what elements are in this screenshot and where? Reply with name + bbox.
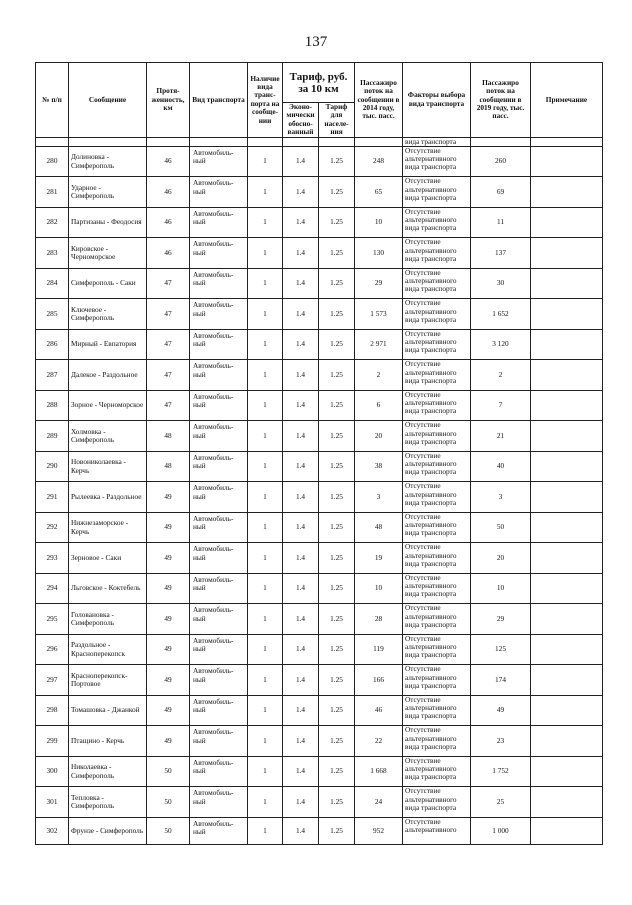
header-length: Протя-женность, км	[147, 63, 190, 138]
table-row	[36, 604, 603, 635]
cell-flow-2014: 130	[355, 238, 403, 269]
header-tariff: Тариф, руб. за 10 км	[283, 63, 355, 103]
cell-transport: Автомобиль-ный	[190, 177, 248, 208]
cell-tariff-econ: 1.4	[283, 451, 319, 482]
cell-length: 46	[147, 177, 190, 208]
cell-note	[531, 604, 603, 635]
cell-transport: Автомобиль-ный	[190, 360, 248, 391]
cell-availability: 1	[248, 573, 283, 604]
cell-route: Новониколаевка - Керчь	[69, 451, 147, 482]
cell-tariff-econ: 1.4	[283, 360, 319, 391]
cell-route: Рылеевка - Раздольное	[69, 482, 147, 513]
cell-flow-2019: 40	[471, 451, 531, 482]
cell-tariff-pop: 1.25	[319, 543, 355, 574]
table-row	[36, 421, 603, 452]
cell-tariff-pop: 1.25	[319, 360, 355, 391]
cell-num: 290	[36, 451, 69, 482]
cell-flow-2019: 125	[471, 634, 531, 665]
cell-availability: 1	[248, 146, 283, 177]
cell-flow-2014: 1 573	[355, 299, 403, 330]
cell-tariff-pop: 1.25	[319, 329, 355, 360]
cell-route: Зорное - Черноморское	[69, 390, 147, 421]
table-row	[36, 573, 603, 604]
cell-flow-2014: 19	[355, 543, 403, 574]
cell-flow-2019: 260	[471, 146, 531, 177]
table-header	[36, 63, 603, 138]
cell-factor: Отсутствие альтернативного вида транспорта	[403, 146, 471, 177]
cell-availability: 1	[248, 451, 283, 482]
cell-transport: Автомобиль-ный	[190, 512, 248, 543]
cell-factor: Отсутствие альтернативного вида транспорта	[403, 665, 471, 696]
cell-factor: Отсутствие альтернативного вида транспорта	[403, 787, 471, 818]
cell-route: Далекое - Раздольное	[69, 360, 147, 391]
cell-availability: 1	[248, 390, 283, 421]
table-row	[36, 695, 603, 726]
cell-length: 50	[147, 787, 190, 818]
cell-note	[531, 390, 603, 421]
cell-note	[531, 695, 603, 726]
cell-tariff-pop: 1.25	[319, 695, 355, 726]
cell-tariff-econ: 1.4	[283, 421, 319, 452]
cell-flow-2014: 119	[355, 634, 403, 665]
cell-flow-2014: 6	[355, 390, 403, 421]
cell-flow-2014: 2 971	[355, 329, 403, 360]
cell-factor: Отсутствие альтернативного вида транспорта	[403, 329, 471, 360]
cell-tariff-econ: 1.4	[283, 787, 319, 818]
cell-flow-2019: 2	[471, 360, 531, 391]
cell-availability: 1	[248, 360, 283, 391]
cell-factor: Отсутствие альтернативного вида транспорта	[403, 238, 471, 269]
cell-route: Томашовка - Джанкой	[69, 695, 147, 726]
cell-flow-2019: 30	[471, 268, 531, 299]
header-flow-2019: Пассажиро поток на сообщении в 2019 году, тыс. пасс.	[471, 63, 531, 138]
cell-flow-2019: 174	[471, 665, 531, 696]
cell-flow-2019: 69	[471, 177, 531, 208]
cell-transport: Автомобиль-ный	[190, 329, 248, 360]
routes-table	[35, 62, 603, 845]
cell-transport: Автомобиль-ный	[190, 573, 248, 604]
cell-flow-2019: 25	[471, 787, 531, 818]
cell-factor: Отсутствие альтернативного вида транспорта	[403, 756, 471, 787]
cell-tariff-econ: 1.4	[283, 543, 319, 574]
cell-factor: Отсутствие альтернативного вида транспорта	[403, 177, 471, 208]
cell-transport: Автомобиль-ный	[190, 451, 248, 482]
cell-tariff-pop: 1.25	[319, 451, 355, 482]
cell-length: 48	[147, 451, 190, 482]
cell-flow-2019: 137	[471, 238, 531, 269]
cell-availability: 1	[248, 207, 283, 238]
table-row	[36, 146, 603, 177]
cell-factor: Отсутствие альтернативного вида транспорта	[403, 207, 471, 238]
cell-length: 50	[147, 817, 190, 844]
cell-length: 48	[147, 421, 190, 452]
cell-length: 49	[147, 695, 190, 726]
cell-tariff-pop: 1.25	[319, 634, 355, 665]
cell-note	[531, 543, 603, 574]
header-num: № п/п	[36, 63, 69, 138]
cell-num: 281	[36, 177, 69, 208]
cell-note	[531, 268, 603, 299]
cell-factor: Отсутствие альтернативного вида транспорта	[403, 482, 471, 513]
cell-note	[531, 756, 603, 787]
table-row	[36, 756, 603, 787]
table-row	[36, 390, 603, 421]
cell-transport: Автомобиль-ный	[190, 146, 248, 177]
header-tariff-econ: Эконо-мически обосно-ванный	[283, 103, 319, 138]
cell-availability: 1	[248, 238, 283, 269]
table-row	[36, 817, 603, 844]
table-row-continued	[36, 137, 603, 146]
cell-route: Николаевка - Симферополь	[69, 756, 147, 787]
cell-flow-2019: 3 120	[471, 329, 531, 360]
cell-flow-2014: 24	[355, 787, 403, 818]
cell-route: Ударное - Симферополь	[69, 177, 147, 208]
cell-tariff-pop: 1.25	[319, 726, 355, 757]
cell-factor: Отсутствие альтернативного вида транспорта	[403, 695, 471, 726]
cell-flow-2019: 20	[471, 543, 531, 574]
cell-tariff-econ: 1.4	[283, 299, 319, 330]
table-row	[36, 299, 603, 330]
cell-flow-2019: 29	[471, 604, 531, 635]
cell-availability: 1	[248, 482, 283, 513]
cell-factor: Отсутствие альтернативного	[403, 817, 471, 844]
cell-note	[531, 512, 603, 543]
cell-factor: Отсутствие альтернативного вида транспорта	[403, 268, 471, 299]
table-row	[36, 177, 603, 208]
cell-tariff-pop: 1.25	[319, 756, 355, 787]
header-availability: Наличие вида транс-порта на сообще-нии	[248, 63, 283, 138]
cell-route: Ключевое - Симферополь	[69, 299, 147, 330]
cell-note	[531, 726, 603, 757]
cell-availability: 1	[248, 665, 283, 696]
cell-transport: Автомобиль-ный	[190, 756, 248, 787]
cell-factor: Отсутствие альтернативного вида транспорта	[403, 421, 471, 452]
cell-route: Мирный - Евпатория	[69, 329, 147, 360]
cell-factor: Отсутствие альтернативного вида транспорта	[403, 604, 471, 635]
cell-availability: 1	[248, 543, 283, 574]
cell-length: 50	[147, 756, 190, 787]
table-row	[36, 726, 603, 757]
cell-transport: Автомобиль-ный	[190, 604, 248, 635]
cell-num: 284	[36, 268, 69, 299]
cell-note	[531, 207, 603, 238]
cell-transport: Автомобиль-ный	[190, 726, 248, 757]
cell-flow-2014: 65	[355, 177, 403, 208]
page-number: 137	[304, 34, 328, 50]
cell-factor: вида транспорта	[403, 137, 471, 146]
cell-factor: Отсутствие альтернативного вида транспорта	[403, 360, 471, 391]
cell-tariff-pop: 1.25	[319, 817, 355, 844]
cell-tariff-econ: 1.4	[283, 817, 319, 844]
cell-availability: 1	[248, 329, 283, 360]
cell-tariff-pop: 1.25	[319, 268, 355, 299]
header-transport: Вид транспорта	[190, 63, 248, 138]
cell-length: 49	[147, 573, 190, 604]
cell-flow-2019: 21	[471, 421, 531, 452]
cell-transport: Автомобиль-ный	[190, 207, 248, 238]
cell-tariff-econ: 1.4	[283, 238, 319, 269]
cell-factor: Отсутствие альтернативного вида транспорта	[403, 512, 471, 543]
cell-flow-2019: 49	[471, 695, 531, 726]
cell-tariff-pop: 1.25	[319, 299, 355, 330]
cell-flow-2014: 48	[355, 512, 403, 543]
cell-factor: Отсутствие альтернативного вида транспорта	[403, 634, 471, 665]
cell-flow-2014: 1 668	[355, 756, 403, 787]
table-row	[36, 482, 603, 513]
cell-tariff-econ: 1.4	[283, 207, 319, 238]
cell-num: 296	[36, 634, 69, 665]
table-row	[36, 634, 603, 665]
cell-transport: Автомобиль-ный	[190, 390, 248, 421]
cell-num: 287	[36, 360, 69, 391]
cell-route: Птащино - Керчь	[69, 726, 147, 757]
cell-flow-2014: 46	[355, 695, 403, 726]
cell-flow-2019: 11	[471, 207, 531, 238]
cell-num: 298	[36, 695, 69, 726]
header-note: Примечание	[531, 63, 603, 138]
cell-num: 289	[36, 421, 69, 452]
cell-note	[531, 360, 603, 391]
cell-availability: 1	[248, 512, 283, 543]
cell-availability: 1	[248, 634, 283, 665]
table-row	[36, 543, 603, 574]
cell-route: Симферополь - Саки	[69, 268, 147, 299]
cell-flow-2014: 952	[355, 817, 403, 844]
cell-availability: 1	[248, 604, 283, 635]
cell-tariff-pop: 1.25	[319, 207, 355, 238]
cell-flow-2019: 1 752	[471, 756, 531, 787]
cell-route: Холмовка - Симферополь	[69, 421, 147, 452]
cell-flow-2014: 248	[355, 146, 403, 177]
cell-route: Красноперекопск-Портовое	[69, 665, 147, 696]
table-row	[36, 207, 603, 238]
cell-flow-2019: 7	[471, 390, 531, 421]
cell-flow-2014: 38	[355, 451, 403, 482]
cell-note	[531, 665, 603, 696]
cell-tariff-pop: 1.25	[319, 573, 355, 604]
cell-tariff-econ: 1.4	[283, 146, 319, 177]
cell-route: Кировское - Черноморское	[69, 238, 147, 269]
cell-length: 49	[147, 482, 190, 513]
cell-note	[531, 817, 603, 844]
cell-length: 47	[147, 329, 190, 360]
cell-flow-2014: 3	[355, 482, 403, 513]
cell-length: 47	[147, 360, 190, 391]
cell-flow-2019: 23	[471, 726, 531, 757]
cell-tariff-econ: 1.4	[283, 390, 319, 421]
table-row	[36, 665, 603, 696]
cell-num: 280	[36, 146, 69, 177]
cell-availability: 1	[248, 756, 283, 787]
cell-tariff-econ: 1.4	[283, 512, 319, 543]
cell-tariff-econ: 1.4	[283, 604, 319, 635]
cell-route: Тепловка - Симферополь	[69, 787, 147, 818]
cell-route: Долиновка - Симферополь	[69, 146, 147, 177]
cell-flow-2014: 10	[355, 573, 403, 604]
cell-availability: 1	[248, 817, 283, 844]
cell-length: 49	[147, 543, 190, 574]
cell-note	[531, 787, 603, 818]
cell-flow-2019: 1 652	[471, 299, 531, 330]
cell-tariff-pop: 1.25	[319, 238, 355, 269]
cell-transport: Автомобиль-ный	[190, 299, 248, 330]
cell-tariff-pop: 1.25	[319, 177, 355, 208]
cell-flow-2014: 2	[355, 360, 403, 391]
cell-num: 292	[36, 512, 69, 543]
table-row	[36, 360, 603, 391]
cell-note	[531, 299, 603, 330]
cell-num: 291	[36, 482, 69, 513]
header-route: Сообщение	[69, 63, 147, 138]
cell-route: Партизаны - Феодосия	[69, 207, 147, 238]
cell-tariff-pop: 1.25	[319, 390, 355, 421]
cell-availability: 1	[248, 695, 283, 726]
cell-tariff-econ: 1.4	[283, 177, 319, 208]
cell-tariff-pop: 1.25	[319, 146, 355, 177]
table-row	[36, 329, 603, 360]
cell-transport: Автомобиль-ный	[190, 695, 248, 726]
cell-flow-2014: 166	[355, 665, 403, 696]
cell-flow-2019: 1 000	[471, 817, 531, 844]
cell-note	[531, 329, 603, 360]
cell-note	[531, 573, 603, 604]
cell-tariff-pop: 1.25	[319, 482, 355, 513]
cell-note	[531, 482, 603, 513]
cell-num: 301	[36, 787, 69, 818]
cell-note	[531, 146, 603, 177]
header-tariff-pop: Тариф для населе-ния	[319, 103, 355, 138]
cell-route: Льговское - Коктебель	[69, 573, 147, 604]
cell-length: 49	[147, 634, 190, 665]
cell-note	[531, 238, 603, 269]
cell-tariff-pop: 1.25	[319, 787, 355, 818]
cell-num: 286	[36, 329, 69, 360]
cell-tariff-econ: 1.4	[283, 482, 319, 513]
cell-length: 49	[147, 726, 190, 757]
table-row	[36, 787, 603, 818]
cell-tariff-econ: 1.4	[283, 329, 319, 360]
header-factors: Факторы выбора вида транспорта	[403, 63, 471, 138]
cell-route: Раздольное - Красноперекопск	[69, 634, 147, 665]
table-row	[36, 512, 603, 543]
cell-num: 297	[36, 665, 69, 696]
cell-length: 46	[147, 238, 190, 269]
cell-note	[531, 421, 603, 452]
cell-length: 47	[147, 390, 190, 421]
header-flow-2014: Пассажиро поток на сообщении в 2014 году, тыс. пасс.	[355, 63, 403, 138]
cell-tariff-pop: 1.25	[319, 665, 355, 696]
cell-tariff-econ: 1.4	[283, 756, 319, 787]
cell-flow-2019: 50	[471, 512, 531, 543]
cell-length: 49	[147, 604, 190, 635]
cell-availability: 1	[248, 268, 283, 299]
cell-flow-2019: 10	[471, 573, 531, 604]
cell-length: 49	[147, 512, 190, 543]
cell-num: 295	[36, 604, 69, 635]
cell-route: Головановка - Симферополь	[69, 604, 147, 635]
cell-flow-2014: 28	[355, 604, 403, 635]
cell-length: 46	[147, 146, 190, 177]
cell-tariff-econ: 1.4	[283, 695, 319, 726]
cell-availability: 1	[248, 726, 283, 757]
cell-tariff-econ: 1.4	[283, 634, 319, 665]
cell-tariff-pop: 1.25	[319, 421, 355, 452]
cell-num: 283	[36, 238, 69, 269]
cell-length: 47	[147, 299, 190, 330]
cell-num: 282	[36, 207, 69, 238]
cell-transport: Автомобиль-ный	[190, 268, 248, 299]
cell-flow-2014: 22	[355, 726, 403, 757]
cell-tariff-econ: 1.4	[283, 268, 319, 299]
cell-flow-2014: 20	[355, 421, 403, 452]
cell-transport: Автомобиль-ный	[190, 817, 248, 844]
cell-tariff-econ: 1.4	[283, 726, 319, 757]
cell-num: 299	[36, 726, 69, 757]
cell-factor: Отсутствие альтернативного вида транспорта	[403, 573, 471, 604]
cell-tariff-econ: 1.4	[283, 573, 319, 604]
cell-num: 300	[36, 756, 69, 787]
cell-factor: Отсутствие альтернативного вида транспорта	[403, 726, 471, 757]
cell-flow-2014: 10	[355, 207, 403, 238]
cell-num: 302	[36, 817, 69, 844]
cell-length: 49	[147, 665, 190, 696]
cell-note	[531, 634, 603, 665]
cell-factor: Отсутствие альтернативного вида транспорта	[403, 390, 471, 421]
cell-flow-2014: 29	[355, 268, 403, 299]
cell-availability: 1	[248, 177, 283, 208]
cell-route: Фрунзе - Симферополь	[69, 817, 147, 844]
cell-transport: Автомобиль-ный	[190, 421, 248, 452]
cell-availability: 1	[248, 299, 283, 330]
cell-tariff-pop: 1.25	[319, 604, 355, 635]
cell-transport: Автомобиль-ный	[190, 238, 248, 269]
table-row	[36, 268, 603, 299]
cell-num: 293	[36, 543, 69, 574]
cell-num: 285	[36, 299, 69, 330]
cell-transport: Автомобиль-ный	[190, 665, 248, 696]
table-row	[36, 451, 603, 482]
cell-tariff-econ: 1.4	[283, 665, 319, 696]
cell-length: 47	[147, 268, 190, 299]
cell-route: Нижнезаморское - Керчь	[69, 512, 147, 543]
table-body	[36, 137, 603, 844]
cell-transport: Автомобиль-ный	[190, 482, 248, 513]
cell-num: 288	[36, 390, 69, 421]
cell-availability: 1	[248, 421, 283, 452]
cell-num: 294	[36, 573, 69, 604]
cell-factor: Отсутствие альтернативного вида транспорта	[403, 299, 471, 330]
cell-factor: Отсутствие альтернативного вида транспорта	[403, 543, 471, 574]
cell-transport: Автомобиль-ный	[190, 787, 248, 818]
table-row	[36, 238, 603, 269]
cell-factor: Отсутствие альтернативного вида транспорта	[403, 451, 471, 482]
cell-length: 46	[147, 207, 190, 238]
cell-note	[531, 177, 603, 208]
cell-availability: 1	[248, 787, 283, 818]
cell-transport: Автомобиль-ный	[190, 634, 248, 665]
cell-flow-2019: 3	[471, 482, 531, 513]
cell-tariff-pop: 1.25	[319, 512, 355, 543]
cell-route: Зерновое - Саки	[69, 543, 147, 574]
cell-note	[531, 451, 603, 482]
cell-transport: Автомобиль-ный	[190, 543, 248, 574]
